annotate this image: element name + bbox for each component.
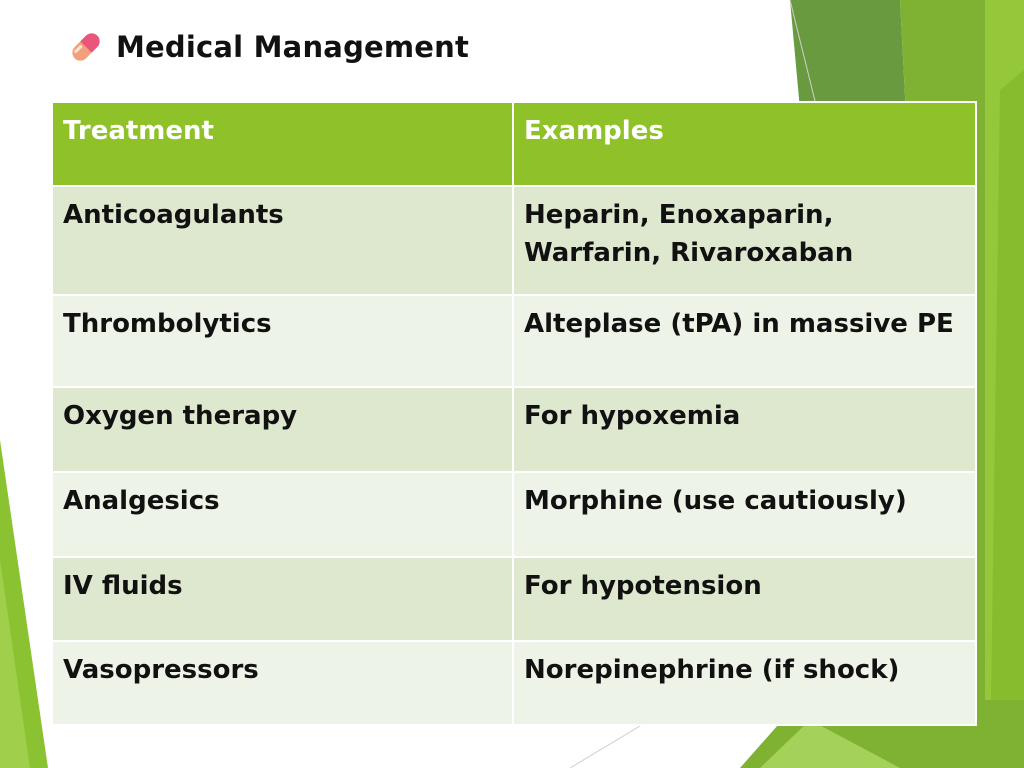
table-row bbox=[52, 472, 976, 557]
cell-treatment: IV fluids bbox=[52, 557, 513, 641]
cell-treatment: Thrombolytics bbox=[52, 295, 513, 387]
cell-examples: Heparin, Enoxaparin, Warfarin, Rivaroxaban bbox=[513, 186, 976, 295]
cell-treatment: Analgesics bbox=[52, 472, 513, 557]
cell-examples: For hypoxemia bbox=[513, 387, 976, 472]
cell-treatment: Oxygen therapy bbox=[52, 387, 513, 472]
treatment-table bbox=[51, 101, 977, 726]
header-examples: Examples bbox=[513, 102, 976, 186]
table-header-row bbox=[52, 102, 976, 186]
table-row bbox=[52, 295, 976, 387]
table-row bbox=[52, 557, 976, 641]
pill-icon bbox=[66, 27, 106, 67]
cell-examples: For hypotension bbox=[513, 557, 976, 641]
table-row bbox=[52, 387, 976, 472]
slide-title: Medical Management bbox=[116, 30, 470, 64]
table-row bbox=[52, 641, 976, 725]
cell-examples: Alteplase (tPA) in massive PE bbox=[513, 295, 976, 387]
header-treatment: Treatment bbox=[52, 102, 513, 186]
cell-treatment: Anticoagulants bbox=[52, 186, 513, 295]
title-row bbox=[66, 26, 469, 68]
table-row bbox=[52, 186, 976, 295]
cell-treatment: Vasopressors bbox=[52, 641, 513, 725]
cell-examples: Morphine (use cautiously) bbox=[513, 472, 976, 557]
decor-line-bottom bbox=[570, 726, 640, 768]
cell-examples: Norepinephrine (if shock) bbox=[513, 641, 976, 725]
